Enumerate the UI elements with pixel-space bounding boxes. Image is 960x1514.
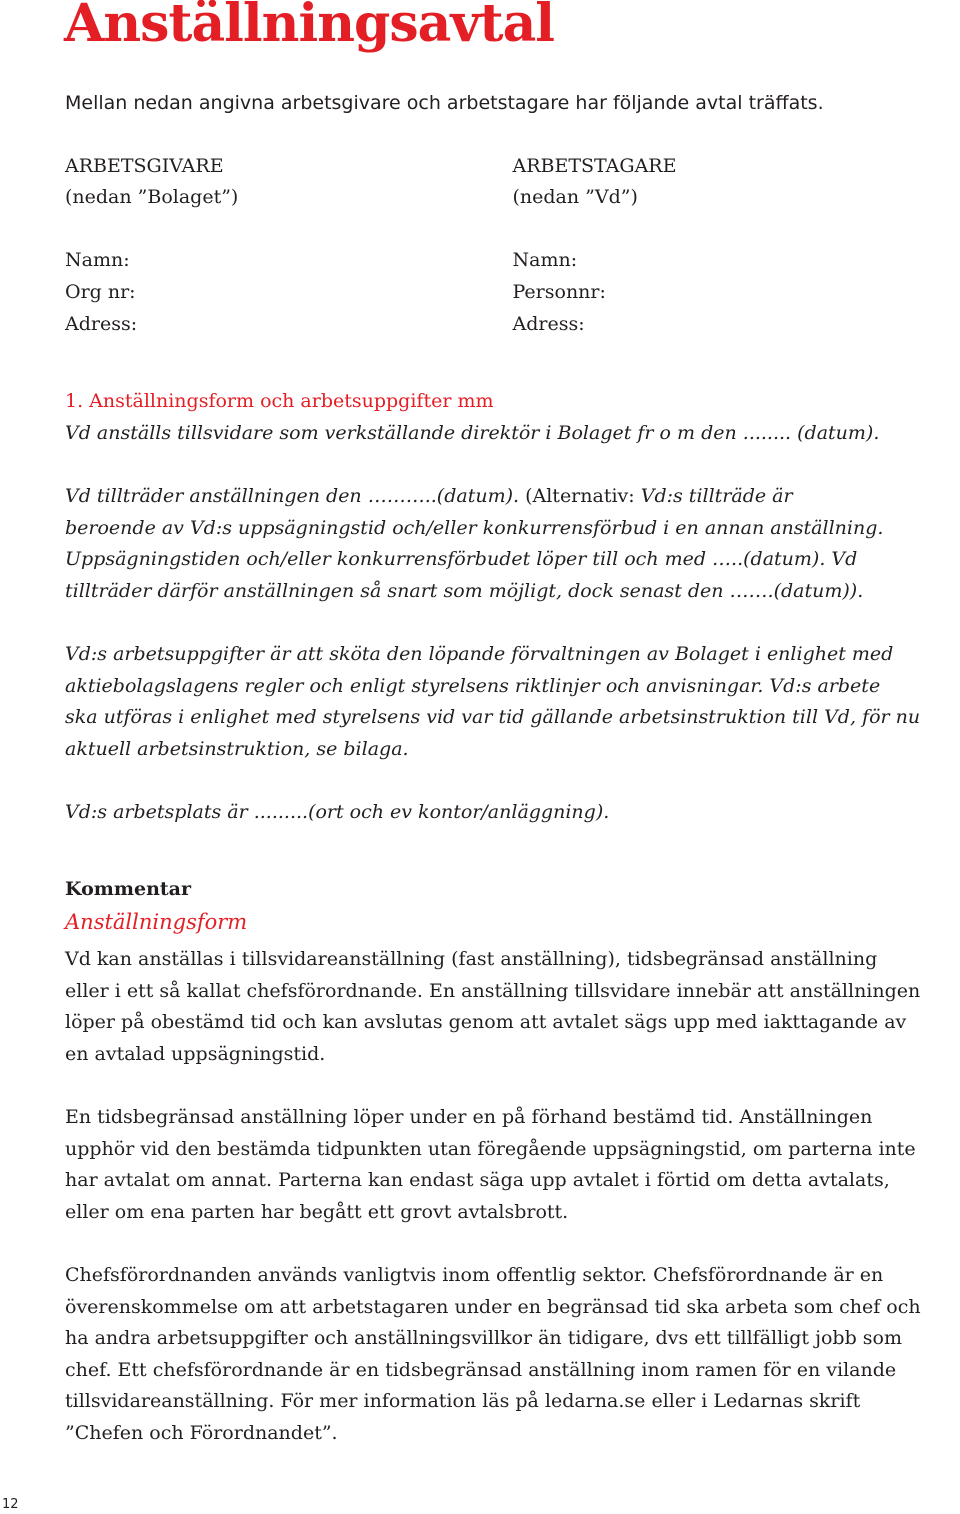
paragraph-line: ha andra arbetsuppgifter och anställningsvillkor än tidigare, dvs ett tillfälligt jobb som — [65, 1327, 902, 1350]
employer-heading: ARBETSGIVARE — [65, 154, 224, 177]
paragraph-line: Vd kan anställas i tillsvidareanställning (fast anställning), tidsbegränsad anställning — [65, 948, 878, 971]
paragraph-line: En tidsbegränsad anställning löper under en på förhand bestämd tid. Anställningen — [65, 1106, 873, 1129]
comment-paragraph-3 — [65, 1260, 960, 1450]
paragraph-line: beroende av Vd:s uppsägningstid och/eller konkurrensförbud i en annan anställning. — [65, 516, 884, 539]
paragraph-line: Chefsförordnanden används vanligtvis inom offentlig sektor. Chefsförordnande är en — [65, 1264, 884, 1286]
employee-alias: (nedan ”Vd”) — [512, 186, 638, 209]
section-1-duties-paragraph — [65, 639, 960, 765]
employee-column — [513, 151, 960, 341]
comment-paragraph-2 — [65, 1102, 960, 1228]
employer-org-label: Org nr: — [65, 280, 136, 303]
section-1-heading: 1. Anställningsform och arbetsuppgifter mm — [65, 390, 494, 413]
employee-name-label: Namn: — [512, 249, 578, 272]
paragraph-line: överenskommelse om att arbetstagaren under en begränsad tid ska arbeta som chef och — [65, 1295, 921, 1318]
paragraph-line: ska utföras i enlighet med styrelsens vid var tid gällande arbetsinstruktion till Vd, för nu — [65, 706, 921, 729]
employer-address-label: Adress: — [65, 312, 138, 335]
paragraph-line: tillträder därför anställningen så snart som möjligt, dock senast den …….(datum)). — [65, 579, 864, 602]
paragraph-line: upphör vid den bestämda tidpunkten utan föregående uppsägningstid, om parterna inte — [65, 1137, 916, 1160]
employee-address-label: Adress: — [512, 312, 585, 335]
page-number: 12 — [2, 1497, 19, 1512]
employee-heading: ARBETSTAGARE — [512, 154, 677, 177]
employer-name-label: Namn: — [65, 249, 130, 272]
paragraph-line: eller i ett så kallat chefsförordnande. En anställning tillsvidare innebär att anställningen — [65, 979, 921, 1002]
comment-paragraph-1 — [65, 944, 960, 1070]
paragraph-line: en avtalad uppsägningstid. — [65, 1042, 326, 1065]
paragraph-line: Vd:s arbetsuppgifter är att sköta den löpande förvaltningen av Bolaget i enlighet med — [65, 642, 894, 665]
paragraph-line: löper på obestämd tid och kan avslutas genom att avtalet sägs upp med iakttagande av — [65, 1011, 907, 1034]
section-1-start-line: Vd anställs tillsvidare som verkställande direktör i Bolaget fr o m den ........ (datum). — [65, 421, 880, 444]
alternative-label: (Alternativ: — [525, 484, 635, 507]
accession-date-text: Vd tillträder anställningen den ………..(datum). — [65, 484, 520, 507]
paragraph-line: chef. Ett chefsförordnande är en tidsbegränsad anställning inom ramen för en vilande — [65, 1358, 897, 1381]
paragraph-line: har avtalat om annat. Parterna kan endast säga upp avtalet i förtid om detta avtalats, — [65, 1169, 890, 1192]
employer-column — [65, 151, 513, 341]
paragraph-line: aktiebolagslagens regler och enligt styrelsens riktlinjer och anvisningar. Vd:s arbete — [65, 674, 881, 697]
paragraph-line: tillsvidareanställning. För mer information läs på ledarna.se eller i Ledarnas skrift — [65, 1390, 861, 1413]
paragraph-line: aktuell arbetsinstruktion, se bilaga. — [65, 737, 409, 760]
page-title: Anställningsavtal — [64, 0, 555, 54]
paragraph-line: Uppsägningstiden och/eller konkurrensförbudet löper till och med …..(datum). Vd — [65, 548, 858, 571]
accession-alt-text: Vd:s tillträde är — [640, 484, 793, 507]
intro-text: Mellan nedan angivna arbetsgivare och arbetstagare har följande avtal träffats. — [65, 92, 824, 114]
paragraph-line: eller om ena parten har begått ett grovt avtalsbrott. — [65, 1200, 569, 1223]
employer-alias: (nedan ”Bolaget”) — [65, 186, 239, 209]
section-1-accession-paragraph — [65, 481, 960, 607]
comment-heading: Kommentar — [65, 878, 191, 901]
parties-block — [65, 151, 960, 341]
section-1-workplace-line: Vd:s arbetsplats är .........(ort och ev kontor/anläggning). — [65, 800, 610, 823]
comment-subheading: Anställningsform — [65, 910, 248, 935]
employee-personnr-label: Personnr: — [512, 280, 606, 303]
paragraph-line: ”Chefen och Förordnandet”. — [65, 1421, 338, 1444]
document-body — [65, 88, 960, 1450]
